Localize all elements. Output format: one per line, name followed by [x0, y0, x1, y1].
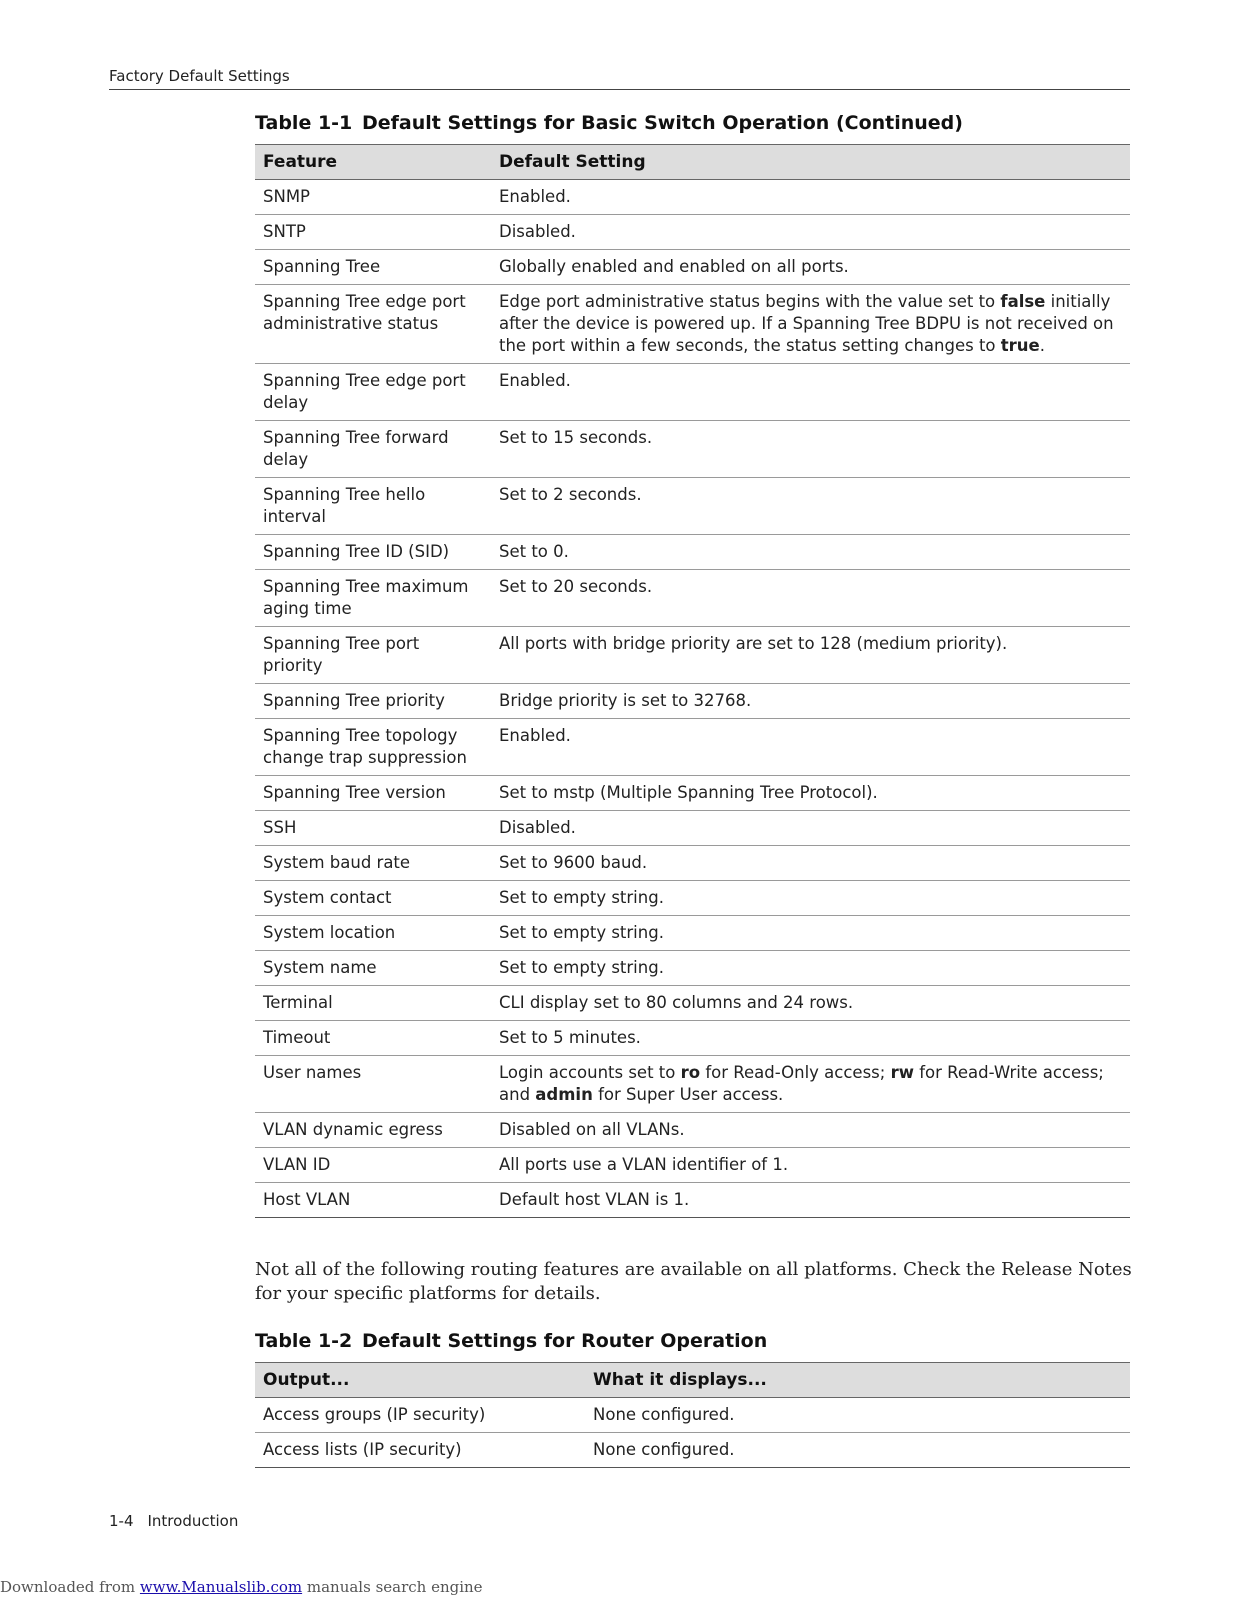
setting-cell: [491, 986, 1130, 1021]
table-row: [255, 719, 1130, 776]
feature-cell: User names: [255, 1056, 491, 1113]
setting-keyword: false: [1000, 292, 1046, 311]
feature-cell: VLAN ID: [255, 1148, 491, 1183]
table-row: [255, 570, 1130, 627]
table-row: [255, 951, 1130, 986]
feature-cell: VLAN dynamic egress: [255, 1113, 491, 1148]
setting-text: Set to empty string.: [499, 958, 664, 977]
table-1-caption-number: Table 1-1: [255, 112, 353, 134]
setting-text: Globally enabled and enabled on all ports.: [499, 257, 849, 276]
setting-keyword: true: [1000, 336, 1040, 355]
setting-text: Disabled.: [499, 818, 576, 837]
table-1-caption-title: Default Settings for Basic Switch Operation (Continued): [362, 112, 963, 134]
manualslib-link[interactable]: www.Manualslib.com: [139, 1578, 303, 1596]
table-row: [255, 421, 1130, 478]
setting-cell: [491, 1113, 1130, 1148]
feature-cell: Spanning Tree forward delay: [255, 421, 491, 478]
download-suffix: manuals search engine: [302, 1578, 483, 1596]
table-2-caption-title: Default Settings for Router Operation: [362, 1330, 768, 1352]
setting-text: Edge port administrative status begins with the value set to: [499, 292, 1001, 311]
feature-cell: Spanning Tree port priority: [255, 627, 491, 684]
table-row: [255, 1056, 1130, 1113]
setting-cell: [491, 684, 1130, 719]
feature-cell: Spanning Tree topology change trap suppression: [255, 719, 491, 776]
setting-cell: [491, 846, 1130, 881]
setting-text: for Super User access.: [592, 1085, 784, 1104]
feature-cell: Spanning Tree ID (SID): [255, 535, 491, 570]
table-row: [255, 881, 1130, 916]
table-1-caption: [255, 112, 963, 134]
table-row: [255, 478, 1130, 535]
setting-cell: [491, 570, 1130, 627]
setting-cell: [491, 250, 1130, 285]
header-feature: Feature: [255, 145, 491, 180]
feature-cell: System baud rate: [255, 846, 491, 881]
header-output: Output...: [255, 1363, 585, 1398]
setting-text: Bridge priority is set to 32768.: [499, 691, 752, 710]
feature-cell: Spanning Tree edge port delay: [255, 364, 491, 421]
setting-text: Set to 2 seconds.: [499, 485, 642, 504]
feature-cell: Spanning Tree maximum aging time: [255, 570, 491, 627]
setting-text: Set to 20 seconds.: [499, 577, 653, 596]
feature-cell: Spanning Tree: [255, 250, 491, 285]
table-header-row: [255, 145, 1130, 180]
setting-text: Enabled.: [499, 371, 571, 390]
setting-keyword: admin: [535, 1085, 593, 1104]
page-footer: [109, 1512, 238, 1530]
setting-cell: [491, 180, 1130, 215]
download-prefix: Downloaded from: [0, 1578, 140, 1596]
table-row: [255, 1398, 1130, 1433]
setting-cell: [491, 916, 1130, 951]
table-row: [255, 1183, 1130, 1218]
feature-cell: System location: [255, 916, 491, 951]
setting-cell: [491, 1148, 1130, 1183]
table-row: [255, 1148, 1130, 1183]
feature-cell: SSH: [255, 811, 491, 846]
setting-cell: [491, 811, 1130, 846]
setting-text: Set to 15 seconds.: [499, 428, 653, 447]
running-header: Factory Default Settings: [109, 67, 1130, 90]
setting-text: None configured.: [593, 1440, 735, 1459]
feature-cell: SNMP: [255, 180, 491, 215]
setting-text: Disabled.: [499, 222, 576, 241]
feature-cell: Terminal: [255, 986, 491, 1021]
table-row: [255, 776, 1130, 811]
table-row: [255, 846, 1130, 881]
router-settings-table: [255, 1362, 1130, 1468]
setting-cell: [491, 627, 1130, 684]
setting-cell: [491, 478, 1130, 535]
setting-text: Set to 5 minutes.: [499, 1028, 641, 1047]
setting-text: Set to 0.: [499, 542, 569, 561]
setting-text: None configured.: [593, 1405, 735, 1424]
table-header-row: [255, 1363, 1130, 1398]
feature-cell: Access groups (IP security): [255, 1398, 585, 1433]
setting-text: for Read-Only access;: [700, 1063, 891, 1082]
setting-cell: [491, 881, 1130, 916]
table-row: [255, 1021, 1130, 1056]
setting-text: Set to mstp (Multiple Spanning Tree Protocol).: [499, 783, 878, 802]
table-row: [255, 285, 1130, 364]
setting-cell: [491, 951, 1130, 986]
table-2-caption-number: Table 1-2: [255, 1330, 353, 1352]
setting-text: Enabled.: [499, 187, 571, 206]
table-row: [255, 986, 1130, 1021]
feature-cell: System name: [255, 951, 491, 986]
feature-cell: Access lists (IP security): [255, 1433, 585, 1468]
setting-text: Set to 9600 baud.: [499, 853, 648, 872]
setting-text: for Read-Write access; and: [499, 1063, 1104, 1104]
setting-text: initially after the device is powered up. If a Spanning Tree BDPU is not received on the port within a few seconds, the status setting changes to: [499, 292, 1114, 355]
feature-cell: Spanning Tree version: [255, 776, 491, 811]
table-row: [255, 180, 1130, 215]
table-2-caption: [255, 1330, 767, 1352]
setting-cell: [491, 215, 1130, 250]
setting-text: Set to empty string.: [499, 923, 664, 942]
header-what-it-displays: What it displays...: [585, 1363, 1130, 1398]
table-row: [255, 1113, 1130, 1148]
feature-cell: Spanning Tree edge port administrative status: [255, 285, 491, 364]
table-row: [255, 535, 1130, 570]
setting-keyword: rw: [890, 1063, 914, 1082]
table-row: [255, 916, 1130, 951]
setting-text: CLI display set to 80 columns and 24 rows.: [499, 993, 854, 1012]
table-row: [255, 627, 1130, 684]
setting-text: Login accounts set to: [499, 1063, 681, 1082]
setting-cell: [491, 1183, 1130, 1218]
feature-cell: SNTP: [255, 215, 491, 250]
feature-cell: Spanning Tree priority: [255, 684, 491, 719]
setting-cell: [491, 776, 1130, 811]
feature-cell: Spanning Tree hello interval: [255, 478, 491, 535]
table-row: [255, 811, 1130, 846]
setting-cell: [491, 285, 1130, 364]
setting-text: Set to empty string.: [499, 888, 664, 907]
setting-text: Disabled on all VLANs.: [499, 1120, 685, 1139]
download-note: [0, 1578, 483, 1596]
setting-cell: [491, 1056, 1130, 1113]
setting-text: Enabled.: [499, 726, 571, 745]
setting-cell: [491, 535, 1130, 570]
page-number: 1-4: [109, 1512, 134, 1530]
setting-text: Default host VLAN is 1.: [499, 1190, 690, 1209]
table-row: [255, 215, 1130, 250]
setting-cell: [491, 719, 1130, 776]
setting-text: All ports with bridge priority are set to 128 (medium priority).: [499, 634, 1008, 653]
setting-cell: [585, 1433, 1130, 1468]
table-row: [255, 364, 1130, 421]
table-row: [255, 250, 1130, 285]
routing-availability-note: Not all of the following routing features are available on all platforms. Check the Release Notes for your specific platforms for details.: [255, 1259, 1132, 1304]
feature-cell: Host VLAN: [255, 1183, 491, 1218]
footer-section: Introduction: [147, 1512, 239, 1530]
setting-text: All ports use a VLAN identifier of 1.: [499, 1155, 789, 1174]
feature-cell: System contact: [255, 881, 491, 916]
setting-text: .: [1039, 336, 1045, 355]
setting-cell: [491, 421, 1130, 478]
table-row: [255, 1433, 1130, 1468]
setting-cell: [491, 364, 1130, 421]
feature-cell: Timeout: [255, 1021, 491, 1056]
default-settings-table: [255, 144, 1130, 1218]
setting-cell: [491, 1021, 1130, 1056]
setting-keyword: ro: [680, 1063, 701, 1082]
table-row: [255, 684, 1130, 719]
header-default-setting: Default Setting: [491, 145, 1130, 180]
setting-cell: [585, 1398, 1130, 1433]
